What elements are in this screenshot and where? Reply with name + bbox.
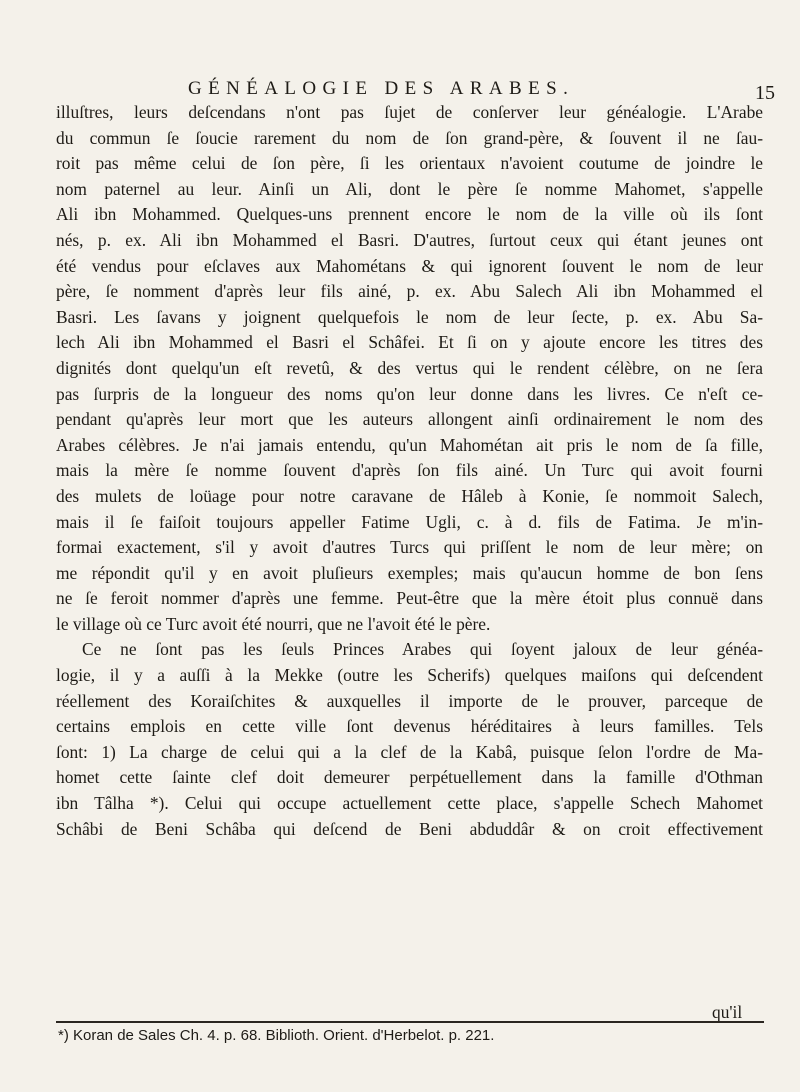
text-line: du commun ſe ſoucie rarement du nom de ſon grand-père, & ſouvent il ne ſau-: [56, 127, 763, 148]
running-title: GÉNÉALOGIE DES ARABES.: [188, 78, 575, 99]
catchword: qu'il: [712, 1002, 743, 1022]
text-line: mais la mère ſe nomme ſouvent d'après ſon fils ainé. Un Turc qui avoit fourni: [56, 460, 763, 481]
text-line: père, ſe nomment d'après leur fils ainé, p. ex. Abu Salech Ali ibn Mohammed el: [56, 281, 763, 302]
text-line: lech Ali ibn Mohammed el Basri el Schâfei. Et ſi on y ajoute encore les titres des: [56, 332, 763, 353]
text-line: illuſtres, leurs deſcendans n'ont pas ſujet de conſerver leur généalogie. L'Arabe: [56, 102, 763, 122]
text-line: Ce ne ſont pas les ſeuls Princes Arabes qui ſoyent jaloux de leur généa-: [82, 639, 763, 660]
text-line: me répondit qu'il y en avoit pluſieurs exemples; mais qu'aucun homme de bon ſens: [56, 562, 763, 583]
text-line: homet cette ſainte clef doit demeurer perpétuellement dans la famille d'Othman: [56, 767, 763, 788]
text-line: des mulets de loüage pour notre caravane de Hâleb à Konie, ſe nommoit Salech,: [56, 485, 763, 506]
footnote-rule: [56, 1021, 764, 1023]
page-number: 15: [755, 82, 775, 104]
text-line: Arabes célèbres. Je n'ai jamais entendu, qu'un Mahométan ait pris le nom de ſa fille,: [56, 434, 763, 455]
text-line: Ali ibn Mohammed. Quelques-uns prennent encore le nom de la ville où ils ſont: [56, 204, 763, 225]
text-line: Basri. Les ſavans y joignent quelquefois le nom de leur ſecte, p. ex. Abu Sa-: [56, 306, 763, 327]
text-line: pas ſurpris de la longueur des noms qu'on leur donne dans les livres. Ce n'eſt ce-: [56, 383, 763, 404]
text-line: le village où ce Turc avoit été nourri, que ne l'avoit été le père.: [56, 613, 491, 634]
text-line: ibn Tâlha *). Celui qui occupe actuellement cette place, s'appelle Schech Mahomet: [56, 793, 763, 814]
text-line: ne ſe feroit nommer d'après une femme. Peut-être que la mère étoit plus connuë dans: [56, 588, 763, 609]
text-line: mais il ſe faiſoit toujours appeller Fatime Ugli, c. à d. fils de Fatima. Je m'in-: [56, 511, 763, 532]
text-line: nés, p. ex. Ali ibn Mohammed el Basri. D'autres, ſurtout ceux qui étant jeunes ont: [56, 229, 763, 250]
text-line: ſont: 1) La charge de celui qui a la clef de la Kabâ, puisque ſelon l'ordre de Ma-: [56, 741, 763, 762]
text-line: pendant qu'après leur mort que les auteurs allongent ainſi ordinairement le nom des: [56, 409, 763, 430]
text-line: roit pas même celui de ſon père, ſi les orientaux n'avoient coutume de joindre le: [56, 153, 763, 174]
text-line: logie, il y a auſſi à la Mekke (outre les Scherifs) quelques maiſons qui deſcendent: [56, 665, 763, 686]
text-line: réellement des Koraiſchites & auxquelles il importe de le prouver, parceque de: [56, 690, 763, 711]
text-line: certains emplois en cette ville ſont devenus héréditaires à leurs familles. Tels: [56, 716, 763, 737]
text-line: formai exactement, s'il y avoit d'autres Turcs qui priſſent le nom de leur mère; on: [56, 537, 763, 558]
text-line: Schâbi de Beni Schâba qui deſcend de Beni abduddâr & on croit effectivement: [56, 818, 763, 839]
text-line: été vendus pour eſclaves aux Mahométans & qui ignorent ſouvent le nom de leur: [56, 255, 763, 276]
body-text: [56, 100, 763, 842]
footnote: *) Koran de Sales Ch. 4. p. 68. Biblioth. Orient. d'Herbelot. p. 221.: [58, 1027, 495, 1044]
text-line: dignités dont quelqu'un eſt revetû, & des vertus qui le rendent célèbre, on ne ſera: [56, 357, 763, 378]
text-line: nom paternel au leur. Ainſi un Ali, dont le père ſe nomme Mahomet, s'appelle: [56, 178, 763, 199]
